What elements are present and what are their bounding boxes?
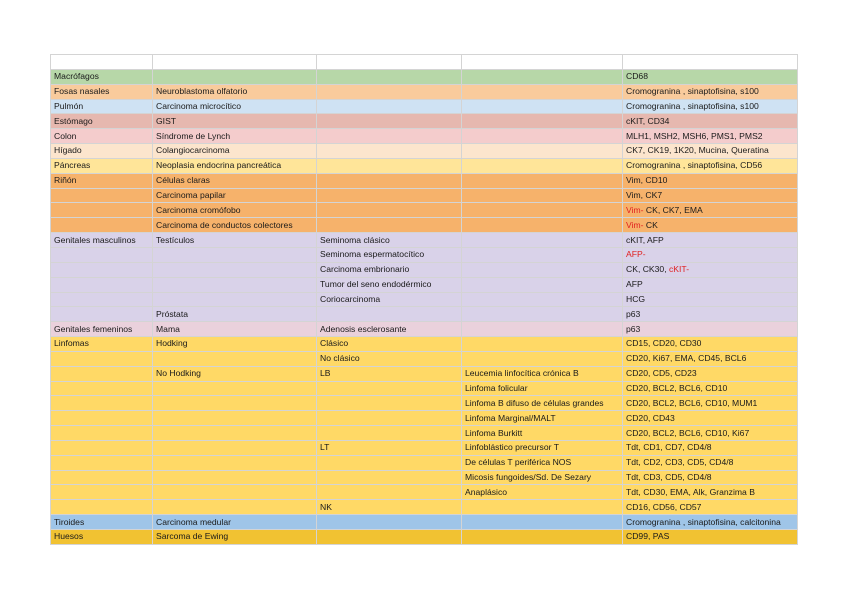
tumor-cell[interactable]: No Hodking bbox=[153, 366, 317, 381]
table-row bbox=[51, 188, 798, 203]
subtype-cell[interactable] bbox=[317, 485, 462, 500]
subtype-cell[interactable] bbox=[317, 99, 462, 114]
subtype-cell[interactable] bbox=[317, 515, 462, 530]
tumor-cell[interactable]: Sarcoma de Ewing bbox=[153, 530, 317, 545]
lymphoma-type-cell[interactable] bbox=[462, 158, 623, 173]
marker-cell[interactable] bbox=[623, 247, 798, 262]
marker-cell[interactable]: CD20, BCL2, BCL6, CD10, Ki67 bbox=[623, 426, 798, 441]
tumor-cell[interactable]: Carcinoma papilar bbox=[153, 188, 317, 203]
organ-cell[interactable] bbox=[51, 500, 153, 515]
lymphoma-type-cell[interactable] bbox=[462, 69, 623, 84]
tumor-cell[interactable]: Neuroblastoma olfatorio bbox=[153, 84, 317, 99]
table-row bbox=[51, 55, 798, 70]
lymphoma-type-cell[interactable] bbox=[462, 84, 623, 99]
subtype-cell[interactable] bbox=[317, 307, 462, 322]
table-row bbox=[51, 203, 798, 218]
marker-cell[interactable] bbox=[623, 262, 798, 277]
lymphoma-type-cell[interactable]: Linfoma Marginal/MALT bbox=[462, 411, 623, 426]
lymphoma-type-cell[interactable]: Micosis fungoides/Sd. De Sezary bbox=[462, 470, 623, 485]
organ-cell[interactable] bbox=[51, 351, 153, 366]
marker-cell[interactable]: CD20, Ki67, EMA, CD45, BCL6 bbox=[623, 351, 798, 366]
lymphoma-type-cell[interactable] bbox=[462, 247, 623, 262]
negative-marker-text: AFP- bbox=[626, 249, 646, 260]
tumor-cell[interactable] bbox=[153, 426, 317, 441]
tumor-cell[interactable] bbox=[153, 381, 317, 396]
lymphoma-type-cell[interactable] bbox=[462, 173, 623, 188]
table-row bbox=[51, 307, 798, 322]
organ-cell[interactable]: Linfomas bbox=[51, 337, 153, 352]
lymphoma-type-cell[interactable]: Anaplásico bbox=[462, 485, 623, 500]
marker-cell[interactable]: Cromogranina , sinaptofisina, s100 bbox=[623, 99, 798, 114]
subtype-cell[interactable] bbox=[317, 129, 462, 144]
lymphoma-type-cell[interactable] bbox=[462, 337, 623, 352]
organ-cell[interactable] bbox=[51, 381, 153, 396]
organ-cell[interactable]: Páncreas bbox=[51, 158, 153, 173]
organ-cell[interactable] bbox=[51, 426, 153, 441]
lymphoma-type-cell[interactable]: De células T periférica NOS bbox=[462, 455, 623, 470]
table-row bbox=[51, 247, 798, 262]
subtype-cell[interactable]: No clásico bbox=[317, 351, 462, 366]
subtype-cell[interactable]: Seminoma clásico bbox=[317, 233, 462, 248]
table-row bbox=[51, 262, 798, 277]
lymphoma-type-cell[interactable] bbox=[462, 307, 623, 322]
subtype-cell[interactable]: LB bbox=[317, 366, 462, 381]
tumor-cell[interactable] bbox=[153, 396, 317, 411]
organ-cell[interactable]: Genitales femeninos bbox=[51, 322, 153, 337]
table-row bbox=[51, 411, 798, 426]
subtype-cell[interactable] bbox=[317, 530, 462, 545]
lymphoma-type-cell[interactable]: Linfoblástico precursor T bbox=[462, 440, 623, 455]
lymphoma-type-cell[interactable] bbox=[462, 99, 623, 114]
spreadsheet-table bbox=[50, 54, 798, 545]
subtype-cell[interactable] bbox=[317, 203, 462, 218]
marker-cell[interactable]: Tdt, CD2, CD3, CD5, CD4/8 bbox=[623, 455, 798, 470]
subtype-cell[interactable] bbox=[317, 426, 462, 441]
table-row bbox=[51, 114, 798, 129]
table-row bbox=[51, 366, 798, 381]
subtype-cell[interactable] bbox=[317, 158, 462, 173]
table-row bbox=[51, 233, 798, 248]
tumor-cell[interactable]: GIST bbox=[153, 114, 317, 129]
lymphoma-type-cell[interactable]: Linfoma folicular bbox=[462, 381, 623, 396]
organ-cell[interactable]: Genitales masculinos bbox=[51, 233, 153, 248]
subtype-cell[interactable] bbox=[317, 455, 462, 470]
subtype-cell[interactable]: Carcinoma embrionario bbox=[317, 262, 462, 277]
tumor-cell[interactable]: Síndrome de Lynch bbox=[153, 129, 317, 144]
tumor-cell[interactable] bbox=[153, 247, 317, 262]
organ-cell[interactable] bbox=[51, 455, 153, 470]
table-row bbox=[51, 277, 798, 292]
marker-cell[interactable]: HCG bbox=[623, 292, 798, 307]
organ-cell[interactable]: Macrófagos bbox=[51, 69, 153, 84]
subtype-cell[interactable] bbox=[317, 381, 462, 396]
negative-marker-text: Vim- bbox=[626, 204, 644, 215]
organ-cell[interactable]: Hígado bbox=[51, 144, 153, 159]
marker-cell[interactable]: CD99, PAS bbox=[623, 530, 798, 545]
subtype-cell[interactable]: Tumor del seno endodérmico bbox=[317, 277, 462, 292]
tumor-cell[interactable]: Próstata bbox=[153, 307, 317, 322]
table-row bbox=[51, 485, 798, 500]
table-row bbox=[51, 129, 798, 144]
table-row bbox=[51, 381, 798, 396]
subtype-cell[interactable] bbox=[317, 396, 462, 411]
organ-cell[interactable]: Riñón bbox=[51, 173, 153, 188]
lymphoma-type-cell[interactable] bbox=[462, 500, 623, 515]
tumor-cell[interactable]: Hodking bbox=[153, 337, 317, 352]
subtype-cell[interactable] bbox=[317, 144, 462, 159]
tumor-cell[interactable] bbox=[153, 262, 317, 277]
subtype-cell[interactable] bbox=[317, 173, 462, 188]
marker-cell[interactable] bbox=[623, 55, 798, 70]
table-row bbox=[51, 337, 798, 352]
lymphoma-type-cell[interactable] bbox=[462, 188, 623, 203]
table-row bbox=[51, 500, 798, 515]
marker-cell[interactable]: CD20, BCL2, BCL6, CD10 bbox=[623, 381, 798, 396]
table-row bbox=[51, 218, 798, 233]
table-row bbox=[51, 158, 798, 173]
table-row bbox=[51, 69, 798, 84]
lymphoma-type-cell[interactable] bbox=[462, 55, 623, 70]
marker-cell[interactable]: cKIT, AFP bbox=[623, 233, 798, 248]
tumor-cell[interactable]: Carcinoma de conductos colectores bbox=[153, 218, 317, 233]
lymphoma-type-cell[interactable] bbox=[462, 233, 623, 248]
subtype-cell[interactable] bbox=[317, 470, 462, 485]
table-row bbox=[51, 470, 798, 485]
tumor-cell[interactable]: Testículos bbox=[153, 233, 317, 248]
tumor-cell[interactable] bbox=[153, 411, 317, 426]
tumor-cell[interactable]: Carcinoma microcítico bbox=[153, 99, 317, 114]
table-row bbox=[51, 426, 798, 441]
marker-cell[interactable]: p63 bbox=[623, 322, 798, 337]
tumor-cell[interactable] bbox=[153, 500, 317, 515]
subtype-cell[interactable]: Clásico bbox=[317, 337, 462, 352]
lymphoma-type-cell[interactable] bbox=[462, 530, 623, 545]
organ-cell[interactable] bbox=[51, 277, 153, 292]
subtype-cell[interactable] bbox=[317, 69, 462, 84]
marker-cell[interactable] bbox=[623, 203, 798, 218]
tumor-cell[interactable] bbox=[153, 69, 317, 84]
organ-cell[interactable] bbox=[51, 411, 153, 426]
tumor-cell[interactable] bbox=[153, 351, 317, 366]
table-row bbox=[51, 173, 798, 188]
tumor-cell[interactable] bbox=[153, 277, 317, 292]
lymphoma-type-cell[interactable] bbox=[462, 144, 623, 159]
organ-cell[interactable] bbox=[51, 262, 153, 277]
negative-marker-text: cKIT- bbox=[669, 264, 690, 275]
lymphoma-type-cell[interactable] bbox=[462, 277, 623, 292]
subtype-cell[interactable]: Adenosis esclerosante bbox=[317, 322, 462, 337]
tumor-cell[interactable] bbox=[153, 455, 317, 470]
lymphoma-type-cell[interactable] bbox=[462, 322, 623, 337]
marker-text: CK, CK30, bbox=[626, 264, 669, 275]
negative-marker-text: Vim- bbox=[626, 219, 644, 230]
lymphoma-type-cell[interactable] bbox=[462, 203, 623, 218]
organ-cell[interactable]: Huesos bbox=[51, 530, 153, 545]
marker-cell[interactable]: cKIT, CD34 bbox=[623, 114, 798, 129]
organ-cell[interactable] bbox=[51, 440, 153, 455]
lymphoma-type-cell[interactable]: Leucemia linfocítica crónica B bbox=[462, 366, 623, 381]
marker-cell[interactable]: Cromogranina , sinaptofisina, CD56 bbox=[623, 158, 798, 173]
marker-cell[interactable]: CD16, CD56, CD57 bbox=[623, 500, 798, 515]
tumor-cell[interactable] bbox=[153, 292, 317, 307]
organ-cell[interactable] bbox=[51, 247, 153, 262]
table-row bbox=[51, 515, 798, 530]
marker-text: CK bbox=[643, 219, 658, 230]
subtype-cell[interactable]: NK bbox=[317, 500, 462, 515]
organ-cell[interactable] bbox=[51, 218, 153, 233]
organ-cell[interactable] bbox=[51, 292, 153, 307]
subtype-cell[interactable] bbox=[317, 218, 462, 233]
marker-cell[interactable]: Vim, CD10 bbox=[623, 173, 798, 188]
tumor-cell[interactable]: Neoplasia endocrina pancreática bbox=[153, 158, 317, 173]
table-row bbox=[51, 440, 798, 455]
tumor-cell[interactable] bbox=[153, 470, 317, 485]
marker-cell[interactable]: CK7, CK19, 1K20, Mucina, Queratina bbox=[623, 144, 798, 159]
subtype-cell[interactable] bbox=[317, 84, 462, 99]
marker-cell[interactable]: Tdt, CD30, EMA, Alk, Granzima B bbox=[623, 485, 798, 500]
tumor-cell[interactable]: Células claras bbox=[153, 173, 317, 188]
marker-cell[interactable]: Cromogranina , sinaptofisina, s100 bbox=[623, 84, 798, 99]
table-row bbox=[51, 455, 798, 470]
subtype-cell[interactable]: Seminoma espermatocítico bbox=[317, 247, 462, 262]
organ-cell[interactable]: Tiroides bbox=[51, 515, 153, 530]
lymphoma-type-cell[interactable] bbox=[462, 129, 623, 144]
organ-cell[interactable] bbox=[51, 485, 153, 500]
organ-cell[interactable]: Fosas nasales bbox=[51, 84, 153, 99]
table-row bbox=[51, 322, 798, 337]
subtype-cell[interactable] bbox=[317, 411, 462, 426]
organ-cell[interactable]: Colon bbox=[51, 129, 153, 144]
organ-cell[interactable]: Pulmón bbox=[51, 99, 153, 114]
marker-cell[interactable]: MLH1, MSH2, MSH6, PMS1, PMS2 bbox=[623, 129, 798, 144]
marker-cell[interactable]: Tdt, CD3, CD5, CD4/8 bbox=[623, 470, 798, 485]
marker-cell[interactable]: CD15, CD20, CD30 bbox=[623, 337, 798, 352]
marker-cell[interactable]: CD20, CD43 bbox=[623, 411, 798, 426]
marker-cell[interactable]: Cromogranina , sinaptofisina, calcitonina bbox=[623, 515, 798, 530]
tumor-cell[interactable] bbox=[153, 440, 317, 455]
subtype-cell[interactable] bbox=[317, 114, 462, 129]
marker-cell[interactable]: CD68 bbox=[623, 69, 798, 84]
marker-cell[interactable]: CD20, BCL2, BCL6, CD10, MUM1 bbox=[623, 396, 798, 411]
subtype-cell[interactable]: LT bbox=[317, 440, 462, 455]
marker-cell[interactable]: p63 bbox=[623, 307, 798, 322]
table-row bbox=[51, 144, 798, 159]
marker-cell[interactable]: Vim, CK7 bbox=[623, 188, 798, 203]
marker-text: CK, CK7, EMA bbox=[643, 204, 703, 215]
organ-cell[interactable] bbox=[51, 396, 153, 411]
marker-cell[interactable] bbox=[623, 218, 798, 233]
marker-cell[interactable]: Tdt, CD1, CD7, CD4/8 bbox=[623, 440, 798, 455]
tumor-cell[interactable]: Mama bbox=[153, 322, 317, 337]
organ-cell[interactable] bbox=[51, 366, 153, 381]
organ-cell[interactable] bbox=[51, 55, 153, 70]
marker-cell[interactable]: AFP bbox=[623, 277, 798, 292]
table-row bbox=[51, 530, 798, 545]
tumor-cell[interactable] bbox=[153, 485, 317, 500]
organ-cell[interactable]: Estómago bbox=[51, 114, 153, 129]
table-row bbox=[51, 351, 798, 366]
lymphoma-type-cell[interactable] bbox=[462, 114, 623, 129]
organ-cell[interactable] bbox=[51, 470, 153, 485]
subtype-cell[interactable]: Coriocarcinoma bbox=[317, 292, 462, 307]
lymphoma-type-cell[interactable] bbox=[462, 292, 623, 307]
table-row bbox=[51, 396, 798, 411]
table-row bbox=[51, 84, 798, 99]
table-row bbox=[51, 292, 798, 307]
lymphoma-type-cell[interactable] bbox=[462, 515, 623, 530]
tumor-cell[interactable]: Colangiocarcinoma bbox=[153, 144, 317, 159]
lymphoma-type-cell[interactable] bbox=[462, 262, 623, 277]
table-row bbox=[51, 99, 798, 114]
subtype-cell[interactable] bbox=[317, 188, 462, 203]
organ-cell[interactable] bbox=[51, 203, 153, 218]
organ-cell[interactable] bbox=[51, 307, 153, 322]
lymphoma-type-cell[interactable]: Linfoma B difuso de células grandes bbox=[462, 396, 623, 411]
tumor-cell[interactable] bbox=[153, 55, 317, 70]
marker-cell[interactable]: CD20, CD5, CD23 bbox=[623, 366, 798, 381]
subtype-cell[interactable] bbox=[317, 55, 462, 70]
tumor-cell[interactable]: Carcinoma medular bbox=[153, 515, 317, 530]
organ-cell[interactable] bbox=[51, 188, 153, 203]
lymphoma-type-cell[interactable]: Linfoma Burkitt bbox=[462, 426, 623, 441]
lymphoma-type-cell[interactable] bbox=[462, 351, 623, 366]
table-body bbox=[51, 55, 798, 545]
lymphoma-type-cell[interactable] bbox=[462, 218, 623, 233]
tumor-cell[interactable]: Carcinoma cromófobo bbox=[153, 203, 317, 218]
